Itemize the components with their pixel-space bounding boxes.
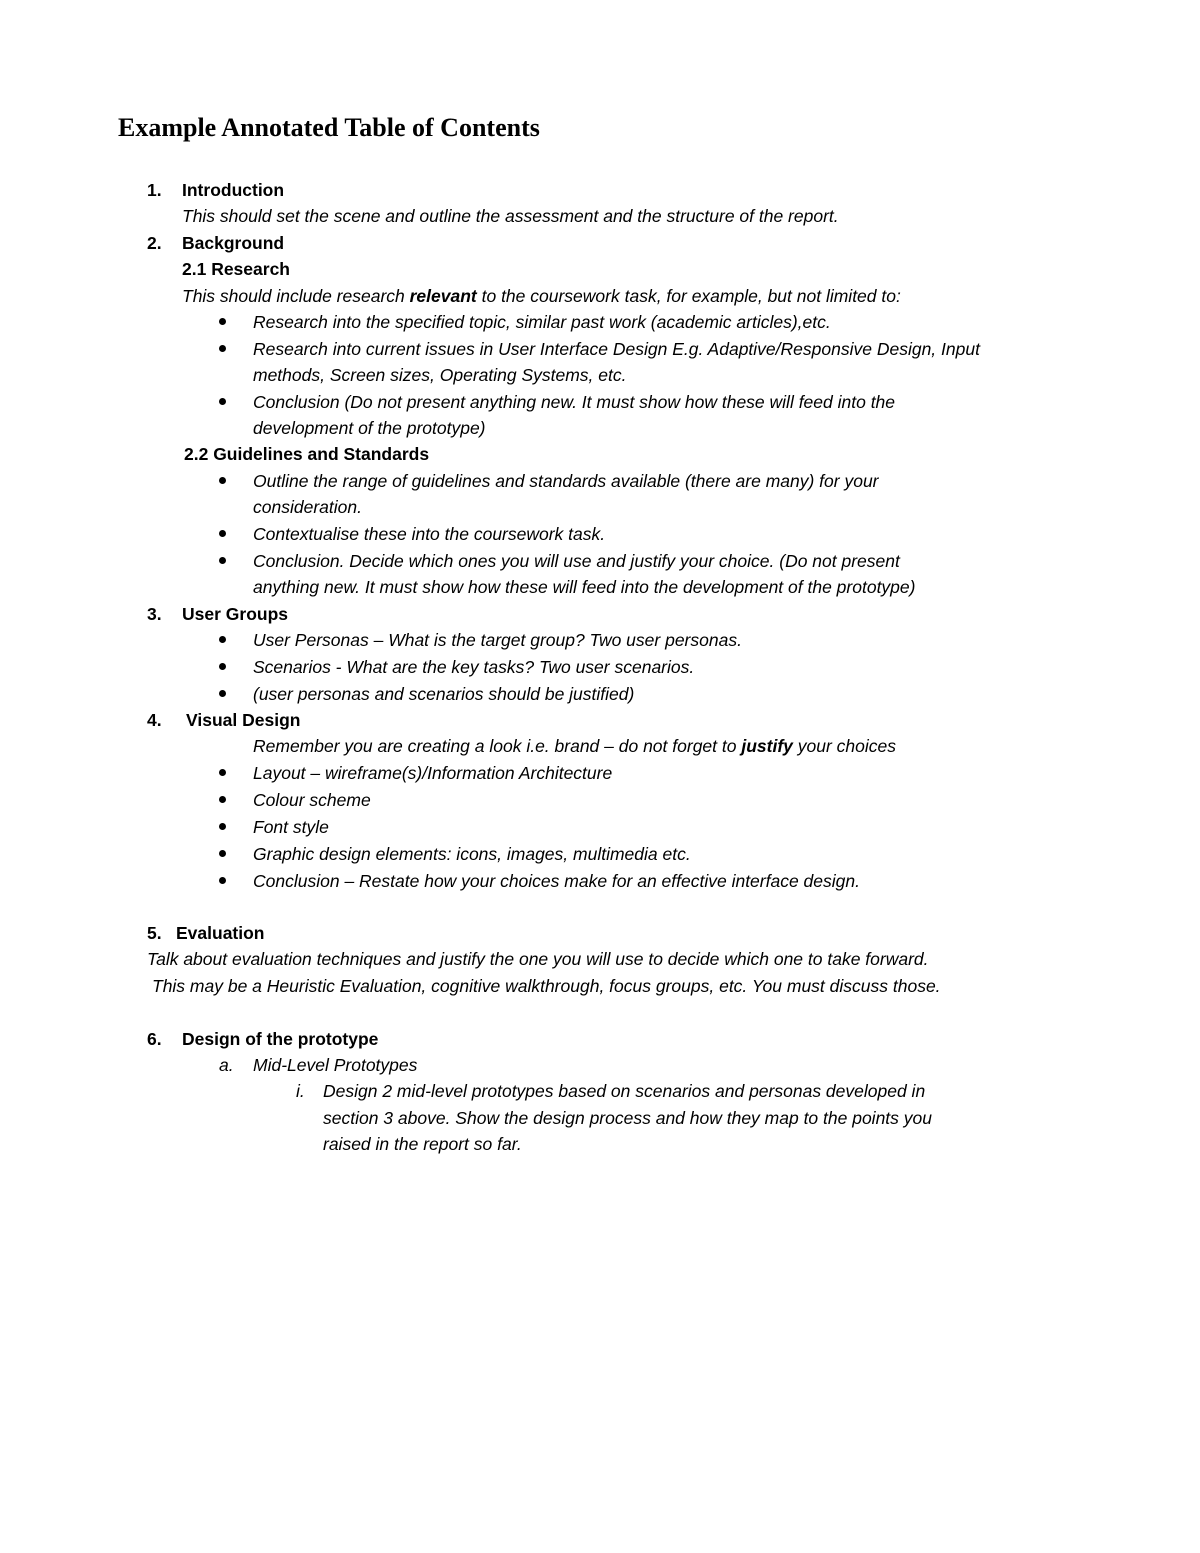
sub-heading: Mid-Level Prototypes xyxy=(253,1055,418,1075)
section-number: 5. xyxy=(147,923,162,943)
subsection-heading-guidelines: 2.2 Guidelines and Standards xyxy=(184,444,430,464)
intro-text: Remember you are creating a look i.e. brand – do not forget to xyxy=(253,736,742,756)
section-number: 1. xyxy=(147,180,162,200)
bullet-icon xyxy=(219,796,226,803)
bullet-icon xyxy=(219,769,226,776)
intro-text: your choices xyxy=(792,736,896,756)
item-text: Design 2 mid-level prototypes based on scenarios and personas developed in xyxy=(323,1081,926,1101)
list-item: Conclusion (Do not present anything new. It must show how these will feed into the xyxy=(253,392,896,412)
bullet-icon xyxy=(219,690,226,697)
section-number: 4. xyxy=(147,710,162,730)
list-item: Layout – wireframe(s)/Information Architecture xyxy=(253,763,613,783)
bullet-icon xyxy=(219,345,226,352)
section-heading-design-prototype: Design of the prototype xyxy=(182,1029,379,1049)
list-item: Colour scheme xyxy=(253,790,371,810)
bullet-icon xyxy=(219,877,226,884)
bullet-icon xyxy=(219,823,226,830)
section-heading-visual-design: Visual Design xyxy=(186,710,301,730)
intro-text: to the coursework task, for example, but not limited to: xyxy=(476,286,901,306)
intro-text: This should include research xyxy=(182,286,410,306)
list-item: User Personas – What is the target group? Two user personas. xyxy=(253,630,742,650)
subsection-intro xyxy=(182,283,901,309)
section-heading-introduction: Introduction xyxy=(182,180,285,200)
emphasis-relevant: relevant xyxy=(409,286,477,306)
bullet-icon xyxy=(219,557,226,564)
section-text: This may be a Heuristic Evaluation, cognitive walkthrough, focus groups, etc. You must discuss those. xyxy=(152,976,941,996)
bullet-icon xyxy=(219,663,226,670)
list-item-continued: development of the prototype) xyxy=(253,418,486,438)
bullet-icon xyxy=(219,477,226,484)
list-item-continued: methods, Screen sizes, Operating Systems, etc. xyxy=(253,365,627,385)
list-item: Outline the range of guidelines and standards available (there are many) for your xyxy=(253,471,879,491)
page-title: Example Annotated Table of Contents xyxy=(118,113,540,142)
section-text: Talk about evaluation techniques and justify the one you will use to decide which one to take forward. xyxy=(147,949,929,969)
section-number: 3. xyxy=(147,604,162,624)
item-text: section 3 above. Show the design process and how they map to the points you xyxy=(323,1108,932,1128)
bullet-icon xyxy=(219,398,226,405)
sub-marker: a. xyxy=(219,1055,234,1075)
list-item: Graphic design elements: icons, images, multimedia etc. xyxy=(253,844,691,864)
list-item-continued: consideration. xyxy=(253,497,362,517)
section-number: 2. xyxy=(147,233,162,253)
section-heading-background: Background xyxy=(182,233,285,253)
bullet-icon xyxy=(219,636,226,643)
section-description: This should set the scene and outline the assessment and the structure of the report. xyxy=(182,206,839,226)
list-item-continued: anything new. It must show how these will feed into the development of the prototype) xyxy=(253,577,916,597)
bullet-icon xyxy=(219,318,226,325)
section-heading-user-groups: User Groups xyxy=(182,604,288,624)
list-item: (user personas and scenarios should be justified) xyxy=(253,684,635,704)
bullet-icon xyxy=(219,850,226,857)
section-intro xyxy=(253,733,896,759)
list-item: Research into the specified topic, similar past work (academic articles),etc. xyxy=(253,312,831,332)
section-heading-evaluation: Evaluation xyxy=(176,923,265,943)
subsection-heading-research: 2.1 Research xyxy=(182,259,290,279)
bullet-icon xyxy=(219,530,226,537)
item-text: raised in the report so far. xyxy=(323,1134,522,1154)
list-item: Scenarios - What are the key tasks? Two user scenarios. xyxy=(253,657,695,677)
list-item: Contextualise these into the coursework task. xyxy=(253,524,606,544)
list-item: Research into current issues in User Interface Design E.g. Adaptive/Responsive Design, Input xyxy=(253,339,980,359)
list-item: Conclusion. Decide which ones you will use and justify your choice. (Do not present xyxy=(253,551,900,571)
section-number: 6. xyxy=(147,1029,162,1049)
list-item: Conclusion – Restate how your choices make for an effective interface design. xyxy=(253,871,860,891)
list-item: Font style xyxy=(253,817,329,837)
emphasis-justify: justify xyxy=(741,736,793,756)
item-marker: i. xyxy=(296,1081,305,1101)
